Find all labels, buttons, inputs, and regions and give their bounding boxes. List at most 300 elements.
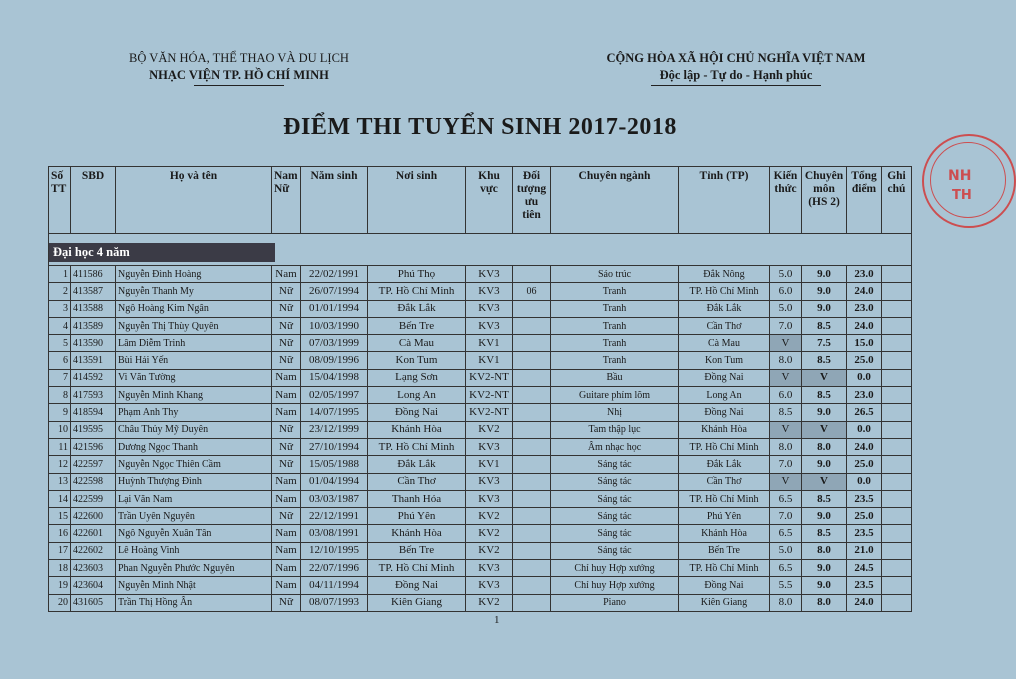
cell-pob: Cần Thơ [368,473,466,490]
col-specialty: Chuyên môn (HS 2) [802,167,847,234]
cell-region: KV2-NT [466,404,513,421]
col-pob: Nơi sinh [368,167,466,234]
cell-gender: Nam [272,404,301,421]
col-gender: Nam Nữ [272,167,301,234]
cell-dob: 07/03/1999 [301,335,368,352]
cell-pob: Đồng Nai [368,404,466,421]
cell-gender: Nữ [272,456,301,473]
cell-region: KV2 [466,594,513,611]
cell-gender: Nữ [272,438,301,455]
cell-dob: 22/02/1991 [301,266,368,283]
cell-name: Nguyễn Thị Thùy Quyên [116,317,272,334]
page-number: 1 [494,614,500,626]
cell-total: 15.0 [847,335,882,352]
cell-gender: Nữ [272,352,301,369]
cell-priority [513,300,551,317]
document-title: ĐIỂM THI TUYỂN SINH 2017-2018 [283,114,677,140]
cell-region: KV3 [466,560,513,577]
cell-province: TP. Hồ Chí Minh [679,283,770,300]
cell-knowledge: 5.0 [770,300,802,317]
ministry-name: BỘ VĂN HÓA, THỂ THAO VÀ DU LỊCH [129,51,349,65]
cell-name: Nguyễn Đình Hoàng [116,266,272,283]
cell-province: Khánh Hòa [679,421,770,438]
cell-sbd: 423603 [71,560,116,577]
cell-dob: 04/11/1994 [301,577,368,594]
cell-knowledge: 7.0 [770,456,802,473]
cell-knowledge: 7.0 [770,508,802,525]
cell-province: Đồng Nai [679,369,770,386]
cell-total: 24.0 [847,594,882,611]
cell-province: Bến Tre [679,542,770,559]
cell-major: Sáng tác [551,456,679,473]
cell-sbd: 422602 [71,542,116,559]
cell-region: KV2 [466,542,513,559]
cell-major: Sáo trúc [551,266,679,283]
cell-province: Long An [679,387,770,404]
col-name: Họ và tên [116,167,272,234]
cell-total: 25.0 [847,508,882,525]
col-note: Ghi chú [882,167,912,234]
cell-province: Khánh Hòa [679,525,770,542]
cell-gender: Nam [272,473,301,490]
table-row [49,352,912,369]
cell-pob: Đắk Lắk [368,456,466,473]
cell-note [882,508,912,525]
cell-knowledge: 7.0 [770,317,802,334]
table-row [49,490,912,507]
cell-major: Sáng tác [551,525,679,542]
cell-stt: 8 [49,387,71,404]
table-row [49,525,912,542]
table-row [49,594,912,611]
cell-province: TP. Hồ Chí Minh [679,438,770,455]
cell-specialty: 8.0 [802,542,847,559]
cell-total: 24.5 [847,560,882,577]
cell-stt: 13 [49,473,71,490]
cell-pob: Phú Thọ [368,266,466,283]
cell-dob: 22/12/1991 [301,508,368,525]
cell-dob: 22/07/1996 [301,560,368,577]
cell-knowledge: 6.0 [770,283,802,300]
cell-sbd: 418594 [71,404,116,421]
cell-sbd: 417593 [71,387,116,404]
cell-knowledge: 8.0 [770,438,802,455]
cell-dob: 03/03/1987 [301,490,368,507]
cell-pob: Phú Yên [368,508,466,525]
col-priority: Đối tượng ưu tiên [513,167,551,234]
cell-pob: Thanh Hóa [368,490,466,507]
col-dob: Năm sinh [301,167,368,234]
cell-gender: Nam [272,387,301,404]
cell-total: 21.0 [847,542,882,559]
cell-gender: Nữ [272,594,301,611]
cell-province: TP. Hồ Chí Minh [679,490,770,507]
cell-gender: Nữ [272,300,301,317]
red-seal-stamp [922,134,1016,228]
cell-dob: 15/05/1988 [301,456,368,473]
cell-stt: 10 [49,421,71,438]
cell-priority [513,369,551,386]
table-row [49,404,912,421]
cell-total: 0.0 [847,369,882,386]
cell-priority [513,456,551,473]
cell-total: 25.0 [847,456,882,473]
cell-pob: Kon Tum [368,352,466,369]
cell-note [882,369,912,386]
table-row [49,283,912,300]
cell-knowledge: 8.5 [770,404,802,421]
cell-sbd: 422599 [71,490,116,507]
cell-gender: Nữ [272,421,301,438]
cell-name: Nguyễn Ngọc Thiên Cầm [116,456,272,473]
cell-stt: 20 [49,594,71,611]
cell-region: KV1 [466,456,513,473]
nation-name: CỘNG HÒA XÃ HỘI CHỦ NGHĨA VIỆT NAM [606,51,866,65]
cell-sbd: 413588 [71,300,116,317]
stamp-text-2: TH [952,188,972,203]
cell-stt: 5 [49,335,71,352]
cell-name: Ngô Nguyễn Xuân Tân [116,525,272,542]
cell-note [882,438,912,455]
cell-gender: Nam [272,542,301,559]
cell-province: Đồng Nai [679,404,770,421]
col-major: Chuyên ngành [551,167,679,234]
table-row [49,560,912,577]
cell-stt: 17 [49,542,71,559]
cell-note [882,387,912,404]
cell-gender: Nam [272,266,301,283]
table-row [49,577,912,594]
cell-gender: Nam [272,577,301,594]
cell-dob: 08/09/1996 [301,352,368,369]
cell-region: KV2-NT [466,369,513,386]
cell-region: KV3 [466,283,513,300]
cell-major: Sáng tác [551,508,679,525]
cell-pob: Đắk Lắk [368,300,466,317]
table-body [49,266,912,612]
cell-major: Tam thập lục [551,421,679,438]
cell-pob: TP. Hồ Chí Minh [368,438,466,455]
cell-priority [513,421,551,438]
cell-priority [513,404,551,421]
col-sbd: SBD [71,167,116,234]
cell-total: 26.5 [847,404,882,421]
cell-dob: 03/08/1991 [301,525,368,542]
cell-knowledge: 8.0 [770,594,802,611]
cell-name: Phạm Anh Thy [116,404,272,421]
cell-major: Tranh [551,283,679,300]
cell-gender: Nam [272,560,301,577]
cell-pob: TP. Hồ Chí Minh [368,283,466,300]
cell-note [882,456,912,473]
cell-region: KV1 [466,352,513,369]
cell-sbd: 422598 [71,473,116,490]
cell-major: Tranh [551,317,679,334]
cell-major: Sáng tác [551,542,679,559]
table-row [49,438,912,455]
cell-sbd: 413587 [71,283,116,300]
cell-knowledge: 5.0 [770,542,802,559]
cell-specialty: 8.5 [802,525,847,542]
institution-name: NHẠC VIỆN TP. HỒ CHÍ MINH [149,68,329,82]
cell-major: Sáng tác [551,490,679,507]
cell-stt: 15 [49,508,71,525]
cell-pob: Bến Tre [368,317,466,334]
cell-priority [513,438,551,455]
cell-total: 0.0 [847,421,882,438]
cell-total: 23.0 [847,300,882,317]
nation-motto: Độc lập - Tự do - Hạnh phúc [659,68,813,82]
cell-sbd: 413589 [71,317,116,334]
cell-province: Cần Thơ [679,317,770,334]
col-province: Tỉnh (TP) [679,167,770,234]
cell-stt: 19 [49,577,71,594]
header-left-underline [194,85,284,86]
cell-priority [513,560,551,577]
cell-name: Vi Văn Tường [116,369,272,386]
cell-sbd: 422600 [71,508,116,525]
cell-priority [513,542,551,559]
cell-name: Dương Ngọc Thanh [116,438,272,455]
cell-region: KV2 [466,421,513,438]
cell-note [882,300,912,317]
cell-pob: Kiên Giang [368,594,466,611]
cell-major: Piano [551,594,679,611]
cell-total: 24.0 [847,317,882,334]
cell-total: 23.5 [847,490,882,507]
stamp-text-1: NH [948,168,972,184]
cell-name: Lại Văn Nam [116,490,272,507]
cell-dob: 10/03/1990 [301,317,368,334]
cell-stt: 4 [49,317,71,334]
cell-gender: Nữ [272,335,301,352]
cell-region: KV3 [466,473,513,490]
cell-specialty: 8.5 [802,387,847,404]
cell-note [882,594,912,611]
cell-name: Nguyễn Minh Khang [116,387,272,404]
cell-note [882,352,912,369]
cell-region: KV3 [466,317,513,334]
cell-dob: 08/07/1993 [301,594,368,611]
cell-specialty: 9.0 [802,577,847,594]
cell-province: Đồng Nai [679,577,770,594]
cell-region: KV3 [466,577,513,594]
cell-knowledge: V [770,369,802,386]
cell-total: 24.0 [847,283,882,300]
cell-sbd: 419595 [71,421,116,438]
cell-note [882,577,912,594]
nation-header [590,50,882,86]
cell-dob: 14/07/1995 [301,404,368,421]
cell-gender: Nữ [272,283,301,300]
cell-specialty: 9.0 [802,560,847,577]
cell-stt: 16 [49,525,71,542]
cell-region: KV2 [466,525,513,542]
cell-sbd: 411586 [71,266,116,283]
cell-pob: TP. Hồ Chí Minh [368,560,466,577]
cell-note [882,283,912,300]
cell-province: Đắk Nông [679,266,770,283]
cell-region: KV1 [466,335,513,352]
cell-knowledge: 5.0 [770,266,802,283]
cell-specialty: 9.0 [802,404,847,421]
col-region: Khu vực [466,167,513,234]
table-row [49,542,912,559]
cell-specialty: 9.0 [802,300,847,317]
cell-name: Trần Uyên Nguyên [116,508,272,525]
cell-knowledge: 6.5 [770,490,802,507]
cell-note [882,542,912,559]
cell-stt: 18 [49,560,71,577]
cell-total: 23.5 [847,525,882,542]
table-row [49,266,912,283]
cell-knowledge: V [770,421,802,438]
cell-total: 23.0 [847,266,882,283]
table-row [49,456,912,473]
cell-knowledge: 5.5 [770,577,802,594]
cell-province: Kiên Giang [679,594,770,611]
cell-pob: Long An [368,387,466,404]
cell-specialty: 8.5 [802,352,847,369]
cell-major: Âm nhạc học [551,438,679,455]
cell-pob: Khánh Hòa [368,525,466,542]
cell-dob: 02/05/1997 [301,387,368,404]
cell-sbd: 421596 [71,438,116,455]
cell-sbd: 422597 [71,456,116,473]
cell-specialty: V [802,369,847,386]
cell-specialty: V [802,473,847,490]
cell-note [882,525,912,542]
cell-province: Kon Tum [679,352,770,369]
cell-sbd: 413591 [71,352,116,369]
cell-name: Nguyễn Thanh My [116,283,272,300]
cell-priority [513,335,551,352]
scores-table [48,166,912,612]
cell-note [882,317,912,334]
cell-pob: Lạng Sơn [368,369,466,386]
col-total: Tổng điểm [847,167,882,234]
cell-region: KV2-NT [466,387,513,404]
table-header-row [49,167,912,234]
cell-knowledge: 6.5 [770,525,802,542]
cell-specialty: 9.0 [802,508,847,525]
cell-stt: 11 [49,438,71,455]
cell-total: 23.5 [847,577,882,594]
cell-total: 24.0 [847,438,882,455]
cell-specialty: 8.0 [802,438,847,455]
cell-name: Châu Thủy Mỹ Duyên [116,421,272,438]
cell-priority [513,473,551,490]
cell-major: Tranh [551,335,679,352]
table-row [49,421,912,438]
cell-name: Lâm Diễm Trinh [116,335,272,352]
table-row [49,369,912,386]
cell-note [882,335,912,352]
cell-priority [513,525,551,542]
cell-total: 0.0 [847,473,882,490]
cell-sbd: 422601 [71,525,116,542]
cell-dob: 01/04/1994 [301,473,368,490]
cell-specialty: 7.5 [802,335,847,352]
cell-province: Đắk Lắk [679,300,770,317]
cell-priority [513,490,551,507]
table-row [49,473,912,490]
section-title: Đại học 4 năm [49,243,275,262]
cell-knowledge: 6.5 [770,560,802,577]
cell-note [882,560,912,577]
cell-specialty: 9.0 [802,283,847,300]
cell-major: Tranh [551,352,679,369]
cell-stt: 7 [49,369,71,386]
cell-priority: 06 [513,283,551,300]
cell-priority [513,266,551,283]
cell-sbd: 423604 [71,577,116,594]
header-right-underline [651,85,821,86]
cell-gender: Nữ [272,317,301,334]
cell-specialty: 8.0 [802,594,847,611]
cell-dob: 26/07/1994 [301,283,368,300]
cell-stt: 14 [49,490,71,507]
cell-note [882,473,912,490]
cell-pob: Cà Mau [368,335,466,352]
cell-dob: 15/04/1998 [301,369,368,386]
cell-dob: 23/12/1999 [301,421,368,438]
cell-specialty: 8.5 [802,490,847,507]
cell-name: Ngô Hoàng Kim Ngân [116,300,272,317]
cell-stt: 12 [49,456,71,473]
cell-priority [513,577,551,594]
cell-specialty: V [802,421,847,438]
cell-gender: Nam [272,490,301,507]
cell-knowledge: 8.0 [770,352,802,369]
cell-total: 23.0 [847,387,882,404]
table-row [49,300,912,317]
cell-province: Cà Mau [679,335,770,352]
scores-table-wrapper [48,166,912,612]
table-row [49,508,912,525]
section-row [49,234,912,266]
cell-major: Chỉ huy Hợp xướng [551,577,679,594]
cell-priority [513,352,551,369]
cell-gender: Nam [272,369,301,386]
cell-sbd: 431605 [71,594,116,611]
ministry-header [104,50,374,86]
cell-priority [513,317,551,334]
cell-note [882,421,912,438]
cell-knowledge: V [770,473,802,490]
cell-knowledge: 6.0 [770,387,802,404]
cell-province: Cần Thơ [679,473,770,490]
cell-specialty: 8.5 [802,317,847,334]
cell-priority [513,594,551,611]
cell-name: Huỳnh Thượng Đình [116,473,272,490]
cell-province: Phú Yên [679,508,770,525]
col-stt: Số TT [49,167,71,234]
cell-major: Guitare phím lõm [551,387,679,404]
cell-major: Chỉ huy Hợp xướng [551,560,679,577]
cell-dob: 27/10/1994 [301,438,368,455]
cell-region: KV3 [466,266,513,283]
cell-sbd: 413590 [71,335,116,352]
col-knowledge: Kiến thức [770,167,802,234]
cell-stt: 1 [49,266,71,283]
cell-gender: Nam [272,525,301,542]
cell-stt: 2 [49,283,71,300]
cell-major: Sáng tác [551,473,679,490]
cell-priority [513,387,551,404]
cell-name: Nguyễn Minh Nhật [116,577,272,594]
table-row [49,317,912,334]
